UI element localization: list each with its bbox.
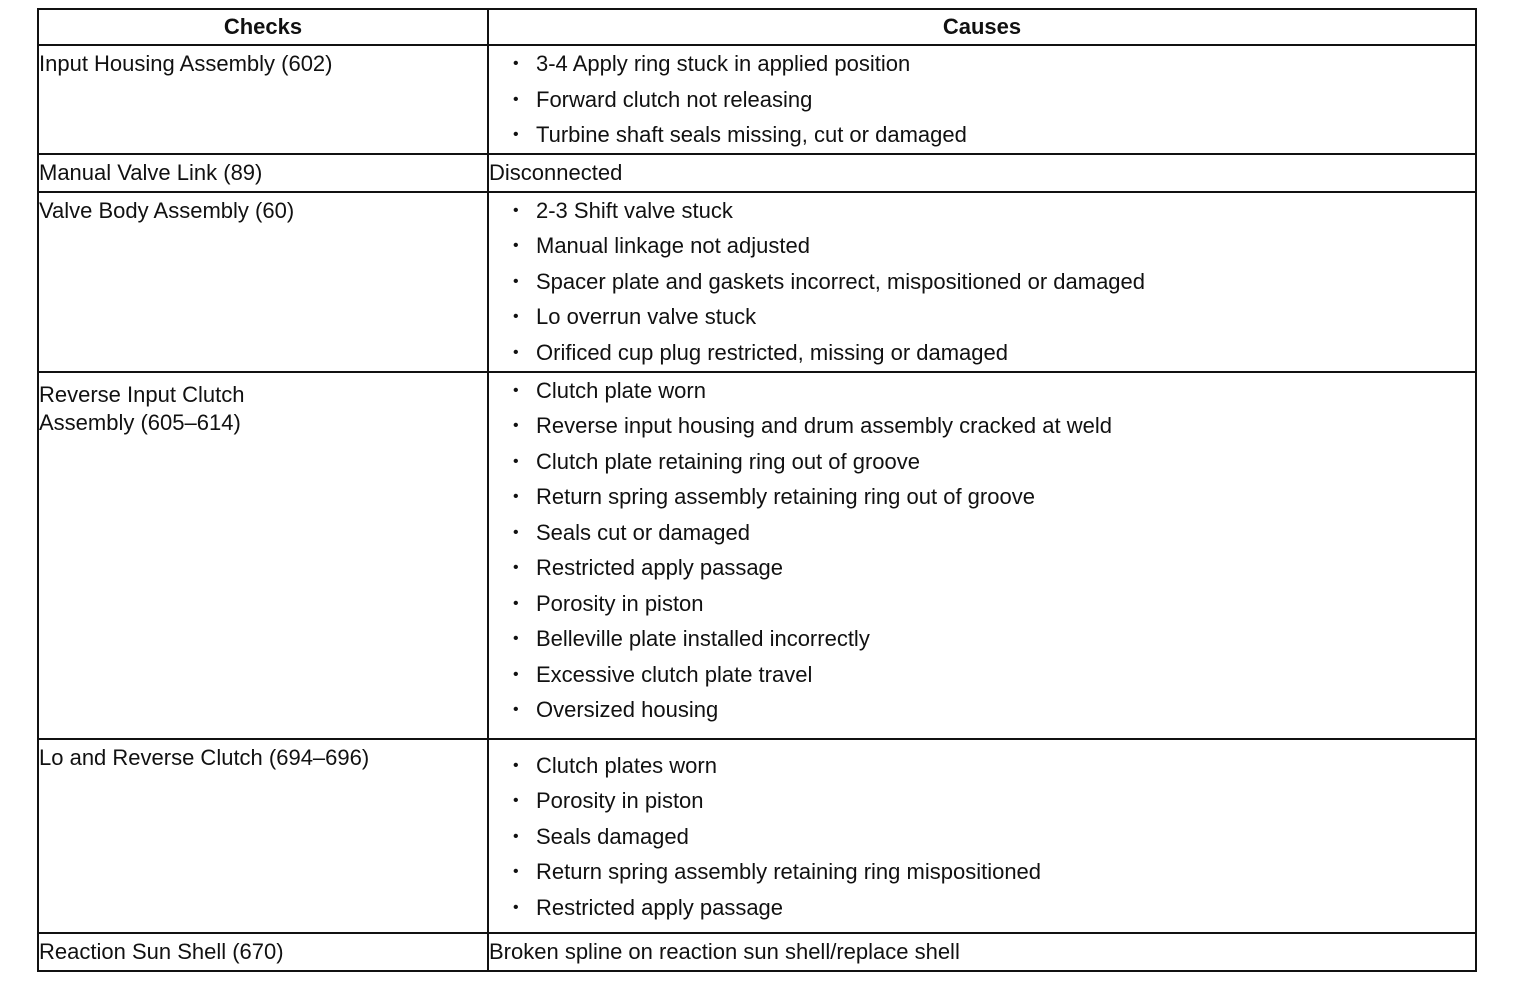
cause-item: • 3-4 Apply ring stuck in applied position [489, 46, 1475, 82]
bullet-icon: • [513, 126, 519, 143]
cause-item: • Manual linkage not adjusted [489, 228, 1475, 264]
table-row [38, 154, 1476, 192]
bullet-icon: • [513, 201, 519, 219]
bullet-icon: • [513, 452, 519, 470]
cause-item: • Seals damaged [489, 819, 1475, 855]
causes-cell [488, 45, 1476, 154]
cause-item: • Lo overrun valve stuck [489, 299, 1475, 335]
cause-item: • Restricted apply passage [489, 550, 1475, 586]
header-causes: Causes [488, 9, 1476, 45]
cause-item: • Orificed cup plug restricted, missing or damaged [489, 335, 1475, 371]
bullet-icon: • [513, 665, 519, 683]
cause-item: • Porosity in piston [489, 783, 1475, 819]
bullet-icon: • [513, 381, 519, 399]
cause-item: • Clutch plate worn [489, 373, 1475, 409]
bullet-icon: • [513, 559, 519, 576]
causes-list [489, 748, 1475, 926]
causes-list [489, 46, 1475, 153]
cause-item: • 2-3 Shift valve stuck [489, 193, 1475, 229]
cause-item: • Excessive clutch plate travel [489, 657, 1475, 693]
cause-item: • Clutch plates worn [489, 748, 1475, 784]
causes-list [489, 193, 1475, 371]
bullet-icon: • [513, 55, 519, 72]
bullet-icon: • [513, 523, 519, 541]
table-row [38, 45, 1476, 154]
cause-item: • Restricted apply passage [489, 890, 1475, 926]
table-row [38, 933, 1476, 971]
bullet-icon: • [513, 756, 519, 774]
check-line: Reverse Input Clutch [39, 381, 245, 407]
bullet-icon: • [513, 792, 519, 809]
cause-item: • Clutch plate retaining ring out of groove [489, 444, 1475, 480]
bullet-icon: • [513, 594, 519, 612]
bullet-icon: • [513, 90, 519, 108]
cause-item: • Belleville plate installed incorrectly [489, 621, 1475, 657]
cause-item: • Seals cut or damaged [489, 515, 1475, 551]
cause-item: • Return spring assembly retaining ring mispositioned [489, 854, 1475, 890]
header-row [38, 9, 1476, 45]
cause-item: • Spacer plate and gaskets incorrect, mispositioned or damaged [489, 264, 1475, 300]
check-cell: Valve Body Assembly (60) [38, 192, 488, 372]
bullet-icon: • [513, 488, 519, 505]
bullet-icon: • [513, 898, 519, 916]
diagnosis-table-container [37, 8, 1475, 972]
check-cell: Input Housing Assembly (602) [38, 45, 488, 154]
cause-item: • Forward clutch not releasing [489, 82, 1475, 118]
cause-item: • Turbine shaft seals missing, cut or damaged [489, 117, 1475, 153]
causes-cell [488, 739, 1476, 933]
bullet-icon: • [513, 863, 519, 880]
causes-list [489, 373, 1475, 728]
check-line: Assembly (605–614) [39, 409, 241, 435]
check-cell [38, 372, 488, 739]
cause-item: • Oversized housing [489, 692, 1475, 728]
header-checks: Checks [38, 9, 488, 45]
check-cell: Reaction Sun Shell (670) [38, 933, 488, 971]
bullet-icon: • [513, 237, 519, 254]
cause-item: • Porosity in piston [489, 586, 1475, 622]
bullet-icon: • [513, 308, 519, 325]
table-row [38, 739, 1476, 933]
bullet-icon: • [513, 272, 519, 290]
table-row [38, 192, 1476, 372]
bullet-icon: • [513, 417, 519, 434]
bullet-icon: • [513, 827, 519, 845]
diagnosis-table [37, 8, 1477, 972]
causes-cell: Broken spline on reaction sun shell/replace shell [488, 933, 1476, 971]
causes-cell [488, 192, 1476, 372]
check-cell: Manual Valve Link (89) [38, 154, 488, 192]
cause-item: • Return spring assembly retaining ring out of groove [489, 479, 1475, 515]
bullet-icon: • [513, 630, 519, 647]
check-cell: Lo and Reverse Clutch (694–696) [38, 739, 488, 933]
causes-cell [488, 372, 1476, 739]
bullet-icon: • [513, 343, 519, 361]
causes-cell: Disconnected [488, 154, 1476, 192]
cause-item: • Reverse input housing and drum assembly cracked at weld [489, 408, 1475, 444]
bullet-icon: • [513, 701, 519, 718]
table-row [38, 372, 1476, 739]
